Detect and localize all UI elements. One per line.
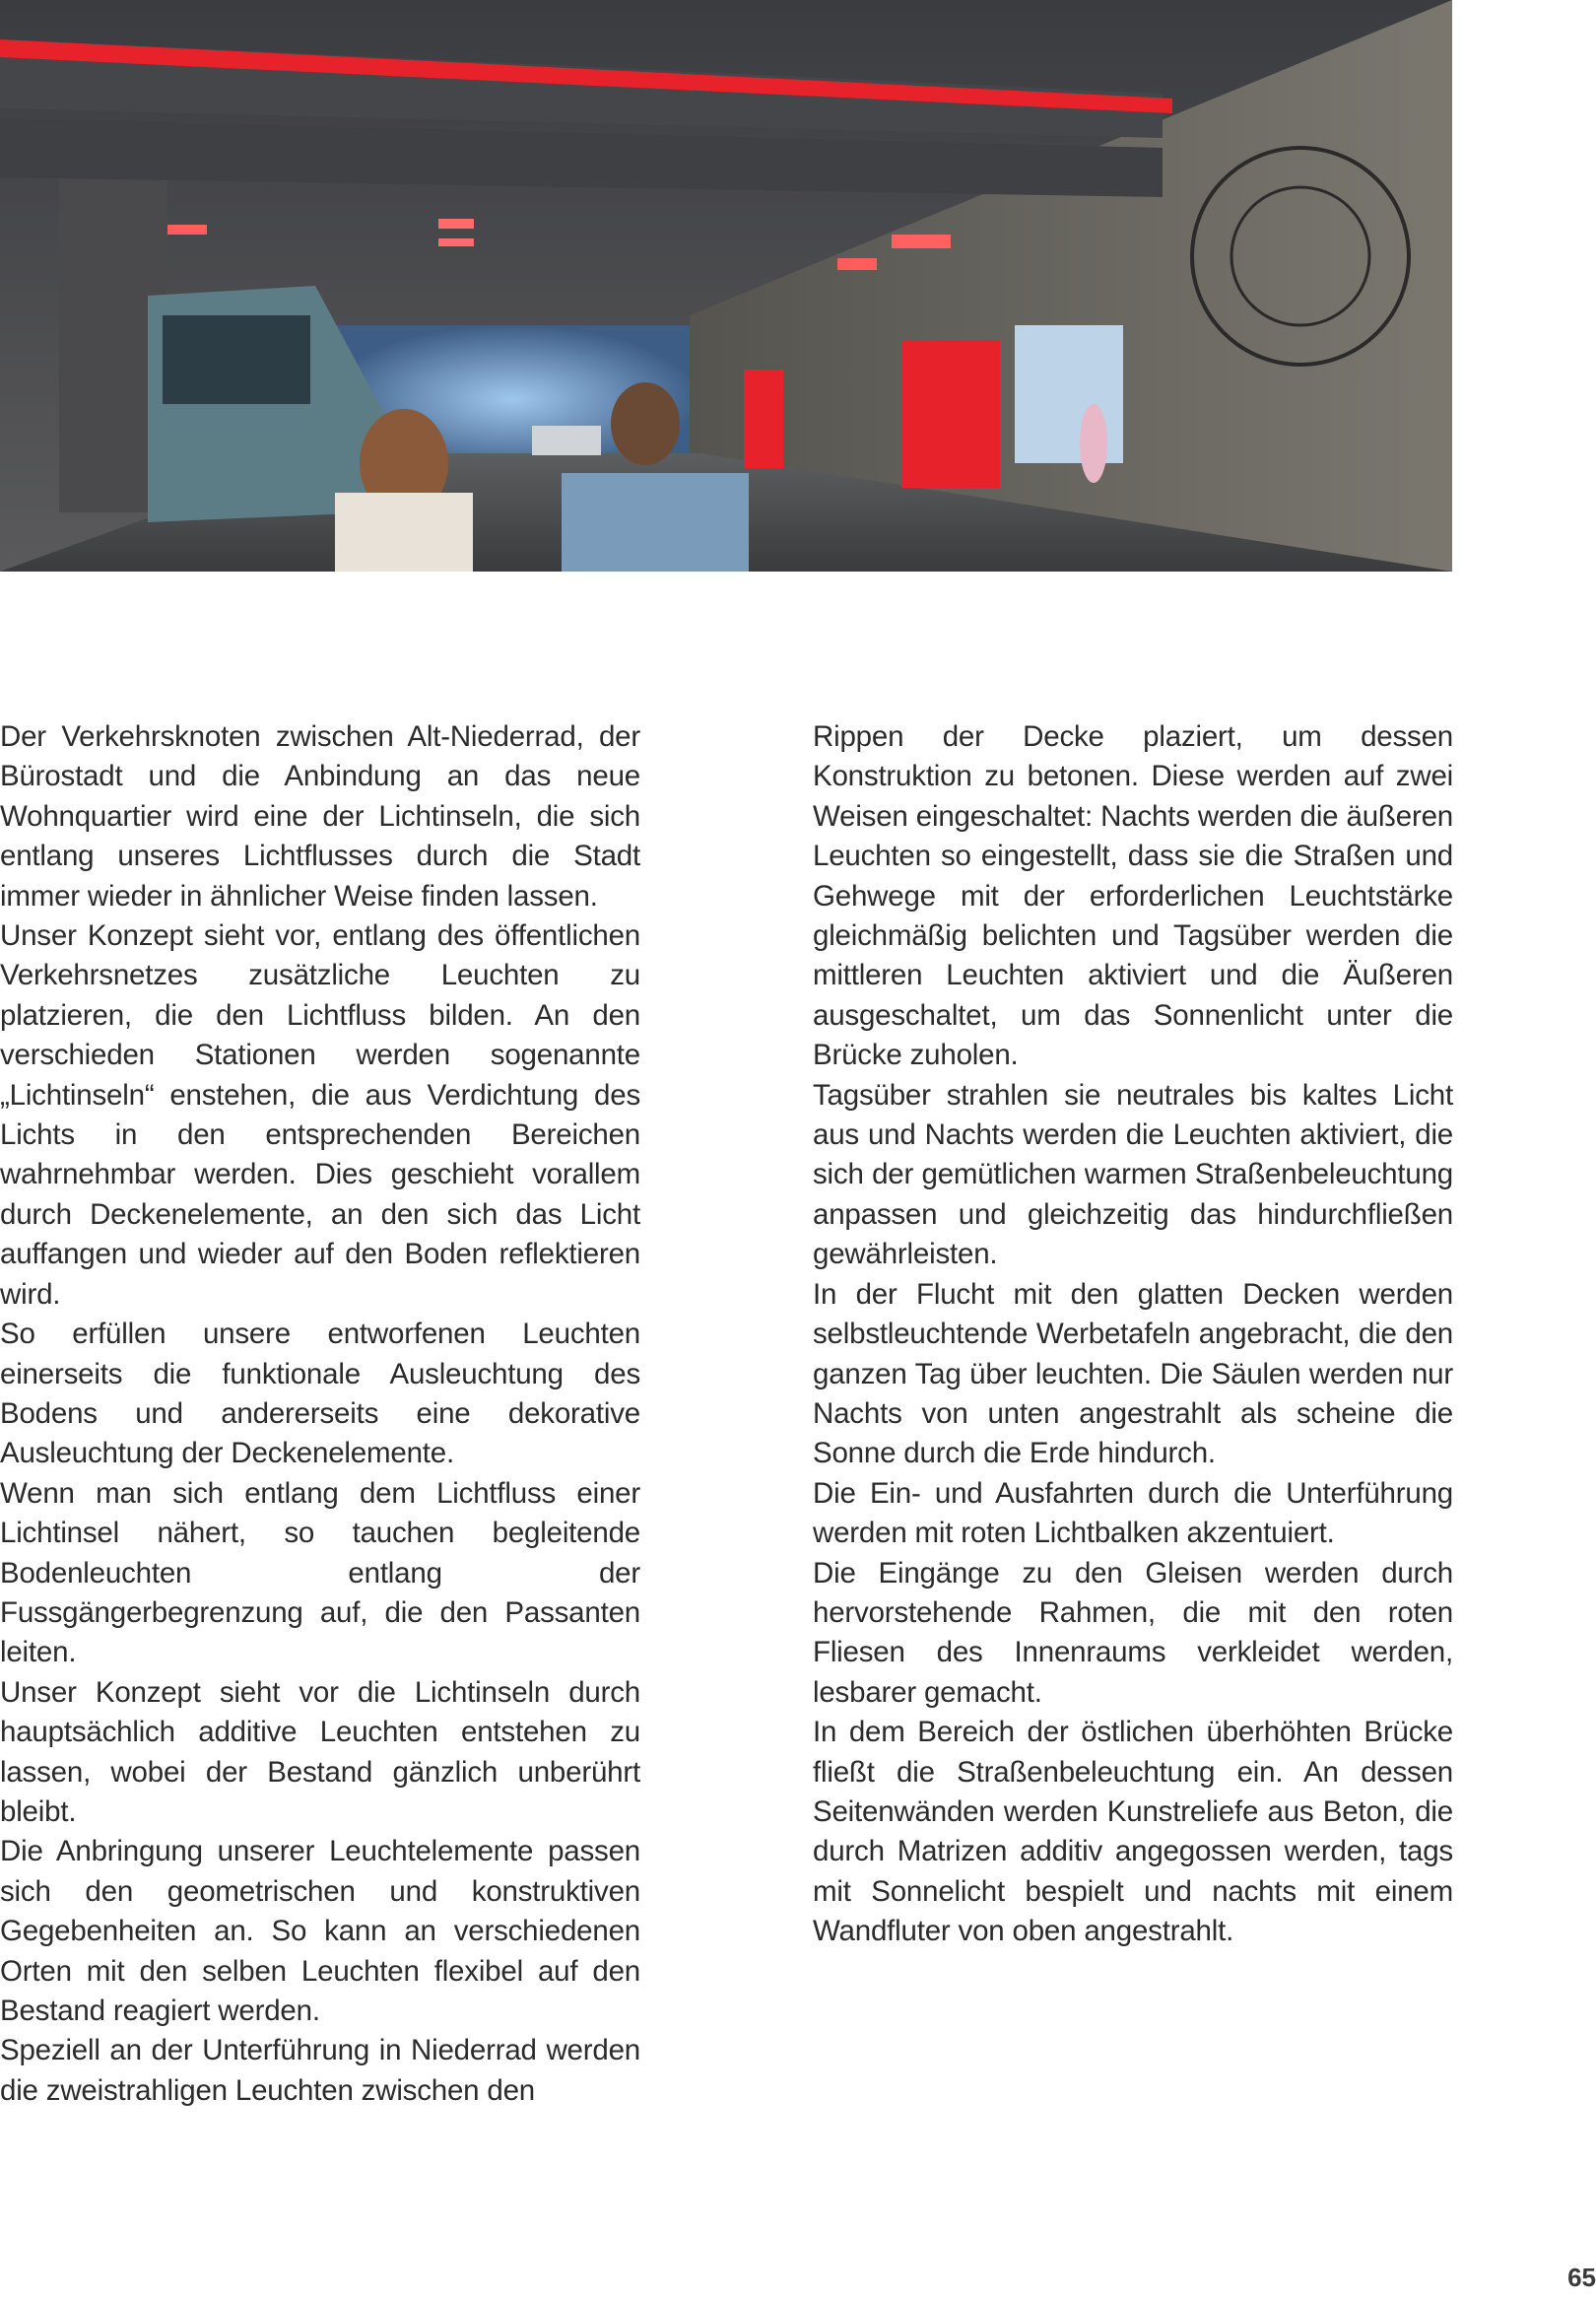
paragraph: Die Anbringung unserer Leuchtelemente passen sich den geometrischen und konstruktiven Gegebenheiten an. So kann an verschiedenen Orten mit den selben Leuchten flexibel auf den Bestand reagiert werden. [0, 1835, 640, 2027]
text-column-left [0, 717, 640, 2111]
paragraph: Unser Konzept sieht vor, entlang des öffentlichen Verkehrsnetzes zusätzliche Leuchten zu platzieren, die den Lichtfluss bilden. An den verschieden Stationen werden sogenannte „Lichtinseln“ enstehen, die aus Verdichtung des Lichts in den entsprechenden Bereichen wahrnehmbar werden. Dies geschieht vorallem durch Deckenelemente, an den sich das Licht auffangen und wieder auf den Boden reflektieren wird. [0, 919, 640, 1311]
page-number: 65 [1567, 2263, 1596, 2292]
paragraph: Rippen der Decke plaziert, um dessen Konstruktion zu betonen. Diese werden auf zwei Weisen eingeschaltet: Nachts werden die äußeren Leuchten so eingestellt, dass sie die Straßen und Gehwege mit der erforderlichen Leuchtstärke gleichmäßig belichten und Tagsüber werden die mittleren Leuchten aktiviert und die Äußeren ausgeschaltet, um das Sonnenlicht unter die Brücke zuholen. [813, 720, 1453, 1072]
underpass-photo [0, 0, 1452, 572]
text-column-right [813, 717, 1453, 1952]
paragraph: Tagsüber strahlen sie neutrales bis kaltes Licht aus und Nachts werden die Leuchten aktiviert, die sich der gemütlichen warmen Straßenbeleuchtung anpassen und gleichzeitig das hindurchfließen gewährleisten. [813, 1078, 1453, 1271]
photo-underpass-rendering-icon [0, 0, 1452, 572]
paragraph: Unser Konzept sieht vor die Lichtinseln durch hauptsächlich additive Leuchten entstehen zu lassen, wobei der Bestand gänzlich unberührt bleibt. [0, 1675, 640, 1828]
paragraph: Speziell an der Unterführung in Niederrad werden die zweistrahligen Leuchten zwischen den [0, 2034, 640, 2107]
paragraph: In dem Bereich der östlichen überhöhten Brücke fließt die Straßenbeleuchtung ein. An dessen Seitenwänden werden Kunstreliefe aus Beton, die durch Matrizen additiv angegossen werden, tags mit Sonnelicht bespielt und nachts mit einem Wandfluter von oben angestrahlt. [813, 1716, 1453, 1948]
paragraph: In der Flucht mit den glatten Decken werden selbstleuchtende Werbetafeln angebracht, die den ganzen Tag über leuchten. Die Säulen werden nur Nachts von unten angestrahlt als scheine die Sonne durch die Erde hindurch. [813, 1277, 1453, 1470]
paragraph: So erfüllen unsere entworfenen Leuchten einerseits die funktionale Ausleuchtung des Bodens und andererseits eine dekorative Ausleuchtung der Deckenelemente. [0, 1318, 640, 1470]
paragraph: Die Ein- und Ausfahrten durch die Unterführung werden mit roten Lichtbalken akzentuiert. [813, 1476, 1453, 1550]
paragraph: Wenn man sich entlang dem Lichtfluss einer Lichtinsel nähert, so tauchen begleitende Bodenleuchten entlang der Fussgängerbegrenzung auf, die den Passanten leiten. [0, 1476, 640, 1669]
paragraph: Die Eingänge zu den Gleisen werden durch hervorstehende Rahmen, die mit den roten Fliesen des Innenraums verkleidet werden, lesbarer gemacht. [813, 1556, 1453, 1709]
paragraph: Der Verkehrsknoten zwischen Alt-Niederrad, der Bürostadt und die Anbindung an das neue Wohnquartier wird eine der Lichtinseln, die sich entlang unseres Lichtflusses durch die Stadt immer wieder in ähnlicher Weise finden lassen. [0, 720, 640, 913]
